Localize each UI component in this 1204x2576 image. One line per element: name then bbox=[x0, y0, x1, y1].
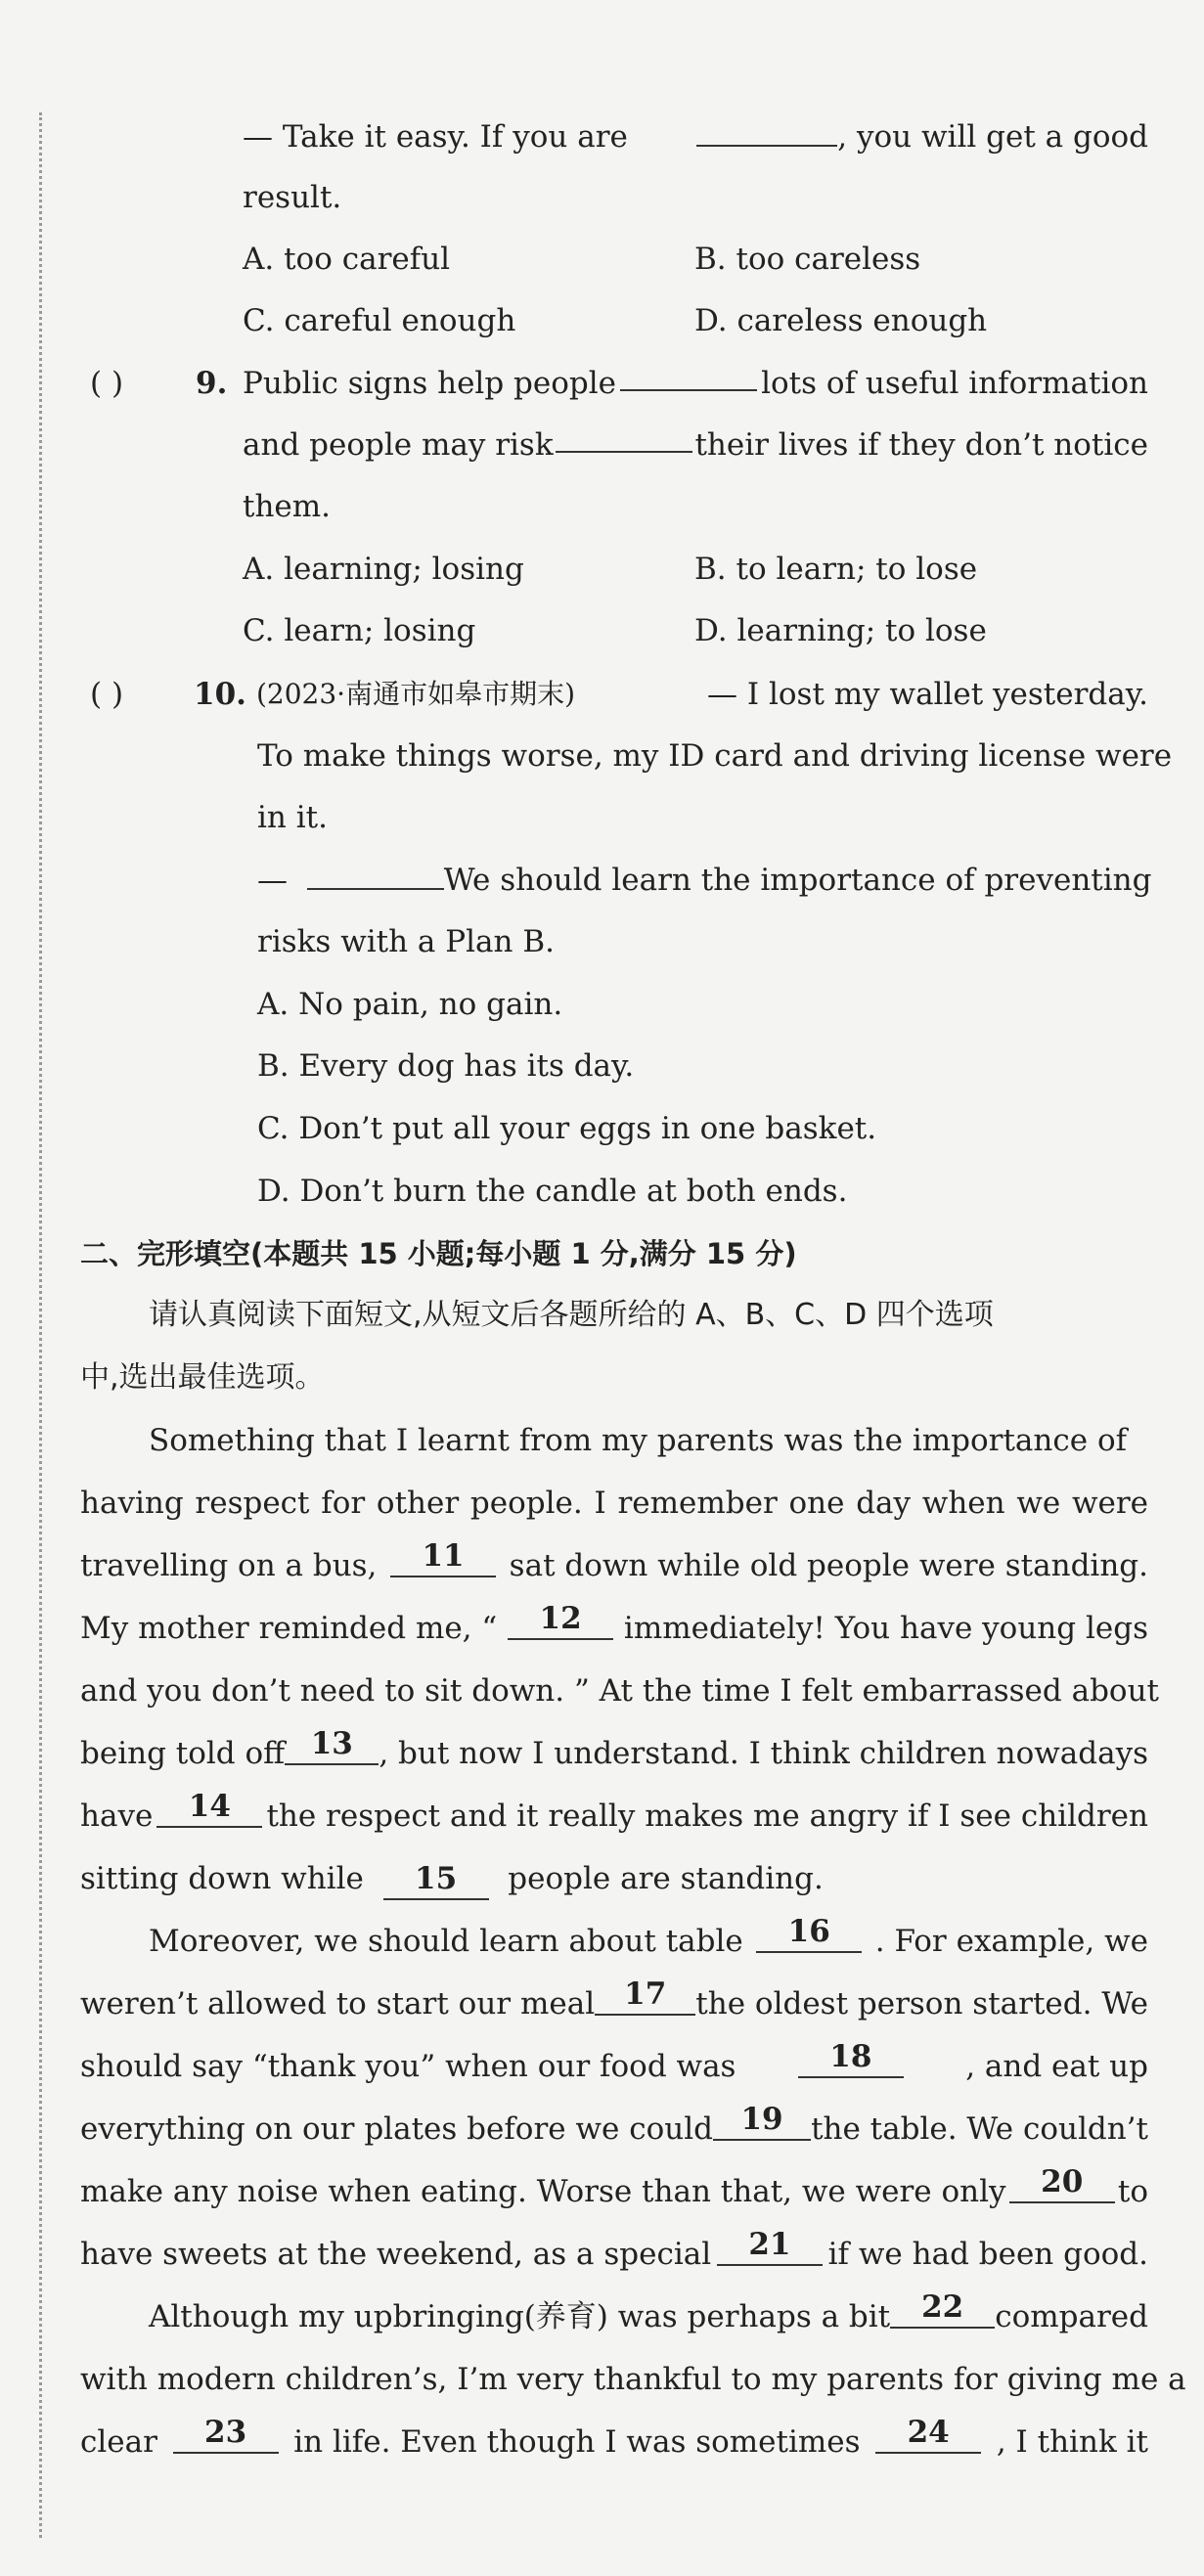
passage-line bbox=[0, 2350, 1204, 2409]
q8-stem-line-1 bbox=[0, 108, 1204, 166]
passage-text: My mother reminded me, “ bbox=[80, 1611, 498, 1646]
cloze-blank-11: 11 bbox=[390, 1536, 496, 1577]
cloze-blank-17: 17 bbox=[595, 1975, 695, 2016]
passage-line bbox=[0, 2162, 1204, 2221]
section-title: 二、完形填空(本题共 15 小题;每小题 1 分,满分 15 分) bbox=[80, 1237, 797, 1270]
q10-option-a-row bbox=[0, 975, 1204, 1034]
q10-number: 10. bbox=[194, 677, 246, 712]
cloze-blank-16: 16 bbox=[756, 1912, 862, 1953]
passage-text: Something that I learnt from my parents was the importance of bbox=[149, 1423, 1128, 1458]
q10-text-5: risks with a Plan B. bbox=[257, 924, 555, 959]
q8-option-c: C. careful enough bbox=[243, 303, 516, 338]
q9-answer-paren: ( ) bbox=[90, 366, 124, 401]
q8-option-b: B. too careless bbox=[694, 242, 921, 277]
cloze-blank-13: 13 bbox=[285, 1724, 379, 1765]
q10-text-3: in it. bbox=[257, 800, 328, 835]
passage-text: to bbox=[1117, 2174, 1148, 2209]
q10-option-c: C. Don’t put all your eggs in one basket. bbox=[257, 1111, 877, 1146]
cloze-blank-14: 14 bbox=[156, 1787, 262, 1828]
passage-text: make any noise when eating. Worse than that, we were only bbox=[80, 2174, 1006, 2209]
passage-line bbox=[0, 1975, 1204, 2033]
passage-text: . For example, we bbox=[874, 1924, 1148, 1959]
passage-text: people are standing. bbox=[508, 1861, 824, 1896]
cloze-blank-20: 20 bbox=[1009, 2162, 1115, 2203]
instruction-text-1: 请认真阅读下面短文,从短文后各题所给的 A、B、C、D 四个选项 bbox=[149, 1298, 994, 1332]
q9-text-3: them. bbox=[243, 489, 332, 524]
answer-blank bbox=[696, 110, 837, 147]
passage-text: compared bbox=[995, 2299, 1148, 2334]
passage-line bbox=[0, 1849, 1204, 1908]
passage-text: , and eat up bbox=[965, 2049, 1148, 2084]
q9-options-row-2 bbox=[0, 601, 1204, 660]
passage-text: Moreover, we should learn about table bbox=[149, 1924, 743, 1959]
cloze-blank-22: 22 bbox=[890, 2287, 995, 2329]
passage-line bbox=[0, 2225, 1204, 2284]
passage-text: the oldest person started. We bbox=[695, 1986, 1148, 2021]
q10-option-b: B. Every dog has its day. bbox=[257, 1048, 635, 1084]
q9-text-2a: and people may risk bbox=[243, 427, 554, 463]
passage-line bbox=[0, 1599, 1204, 1658]
passage-line bbox=[0, 1724, 1204, 1783]
passage-text: sat down while old people were standing. bbox=[509, 1548, 1148, 1583]
passage-text: , but now I understand. I think children nowadays bbox=[379, 1736, 1148, 1771]
q9-options-row-1 bbox=[0, 540, 1204, 599]
q9-number: 9. bbox=[196, 366, 228, 401]
q10-option-c-row bbox=[0, 1099, 1204, 1158]
passage-line bbox=[0, 2100, 1204, 2158]
passage-text: having respect for other people. I remember one day when we were bbox=[80, 1486, 1148, 1521]
passage-line bbox=[0, 1411, 1204, 1470]
cloze-blank-15: 15 bbox=[383, 1859, 489, 1900]
passage-text: Although my upbringing(养育) was perhaps a bit bbox=[149, 2299, 891, 2334]
answer-blank bbox=[307, 853, 444, 890]
passage-text: the respect and it really makes me angry if I see children bbox=[266, 1799, 1148, 1834]
q10-line-3 bbox=[0, 788, 1204, 847]
passage-text: sitting down while bbox=[80, 1861, 364, 1896]
cloze-blank-23: 23 bbox=[173, 2413, 279, 2454]
cloze-blank-12: 12 bbox=[508, 1599, 613, 1640]
q10-source: (2023·南通市如皋市期末) bbox=[256, 678, 576, 710]
passage-text: if we had been good. bbox=[827, 2237, 1148, 2272]
q10-answer-paren: ( ) bbox=[90, 677, 124, 712]
answer-blank bbox=[556, 416, 692, 453]
passage-line bbox=[0, 2413, 1204, 2471]
passage-text: should say “thank you” when our food was bbox=[80, 2049, 736, 2084]
q9-option-b: B. to learn; to lose bbox=[694, 552, 978, 587]
passage-text: , I think it bbox=[996, 2424, 1148, 2460]
passage-line bbox=[0, 1912, 1204, 1971]
q9-text-1b: lots of useful information bbox=[761, 366, 1148, 401]
q9-option-a: A. learning; losing bbox=[243, 552, 524, 587]
passage-line bbox=[0, 2287, 1204, 2346]
cloze-blank-21: 21 bbox=[717, 2225, 823, 2266]
q9-line-3 bbox=[0, 477, 1204, 536]
instruction-text-2: 中,选出最佳选项。 bbox=[80, 1360, 325, 1395]
passage-text: being told off bbox=[80, 1736, 286, 1771]
q9-option-d: D. learning; to lose bbox=[694, 613, 987, 648]
q10-line-4 bbox=[0, 851, 1204, 910]
q8-options-row-2 bbox=[0, 291, 1204, 350]
q10-option-b-row bbox=[0, 1037, 1204, 1095]
q10-line-5 bbox=[0, 912, 1204, 971]
passage-text: in life. Even though I was sometimes bbox=[293, 2424, 861, 2460]
q10-text-1: — I lost my wallet yesterday. bbox=[707, 677, 1148, 712]
passage-text: clear bbox=[80, 2424, 157, 2460]
q9-line-2 bbox=[0, 416, 1204, 474]
cloze-blank-18: 18 bbox=[798, 2037, 904, 2078]
q9-option-c: C. learn; losing bbox=[243, 613, 476, 648]
passage-text: immediately! You have young legs bbox=[623, 1611, 1148, 1646]
passage-line bbox=[0, 2037, 1204, 2096]
passage-text: have sweets at the weekend, as a special bbox=[80, 2237, 712, 2272]
q9-text-1a: Public signs help people bbox=[243, 366, 616, 401]
passage-text: and you don’t need to sit down. ” At the time I felt embarrassed about bbox=[80, 1673, 1160, 1709]
passage-line bbox=[0, 1474, 1204, 1532]
q8-stem-text-c: result. bbox=[243, 180, 342, 215]
passage-line bbox=[0, 1662, 1204, 1720]
q8-stem-line-2 bbox=[0, 168, 1204, 227]
cloze-blank-19: 19 bbox=[713, 2100, 811, 2141]
q10-text-4: We should learn the importance of preventing bbox=[443, 863, 1152, 898]
instruction-row-2 bbox=[0, 1349, 1204, 1407]
q8-option-a: A. too careful bbox=[243, 242, 451, 277]
cloze-blank-24: 24 bbox=[875, 2413, 981, 2454]
q10-option-a: A. No pain, no gain. bbox=[257, 987, 563, 1022]
q8-options-row-1 bbox=[0, 230, 1204, 289]
passage-text: weren’t allowed to start our meal bbox=[80, 1986, 596, 2021]
q10-line-1 bbox=[0, 665, 1204, 724]
passage-text: everything on our plates before we could bbox=[80, 2111, 713, 2147]
q10-dash: — bbox=[257, 863, 288, 898]
q10-text-2: To make things worse, my ID card and driving license were bbox=[257, 738, 1173, 774]
q10-option-d-row bbox=[0, 1162, 1204, 1221]
q8-option-d: D. careless enough bbox=[694, 303, 988, 338]
passage-text: with modern children’s, I’m very thankful to my parents for giving me a bbox=[80, 2362, 1186, 2397]
q10-line-2 bbox=[0, 727, 1204, 785]
q9-line-1 bbox=[0, 354, 1204, 413]
passage-line bbox=[0, 1536, 1204, 1595]
passage-text: the table. We couldn’t bbox=[811, 2111, 1148, 2147]
passage-text: have bbox=[80, 1799, 154, 1834]
instruction-row-1 bbox=[0, 1286, 1204, 1345]
q10-option-d: D. Don’t burn the candle at both ends. bbox=[257, 1174, 848, 1209]
passage-line bbox=[0, 1787, 1204, 1845]
q8-stem-text-b: , you will get a good bbox=[837, 119, 1148, 155]
answer-blank bbox=[620, 354, 757, 391]
q9-text-2b: their lives if they don’t notice bbox=[694, 427, 1148, 463]
q8-stem-text-a: — Take it easy. If you are bbox=[243, 119, 628, 155]
section-title-row bbox=[0, 1224, 1204, 1283]
passage-text: travelling on a bus, bbox=[80, 1548, 378, 1583]
